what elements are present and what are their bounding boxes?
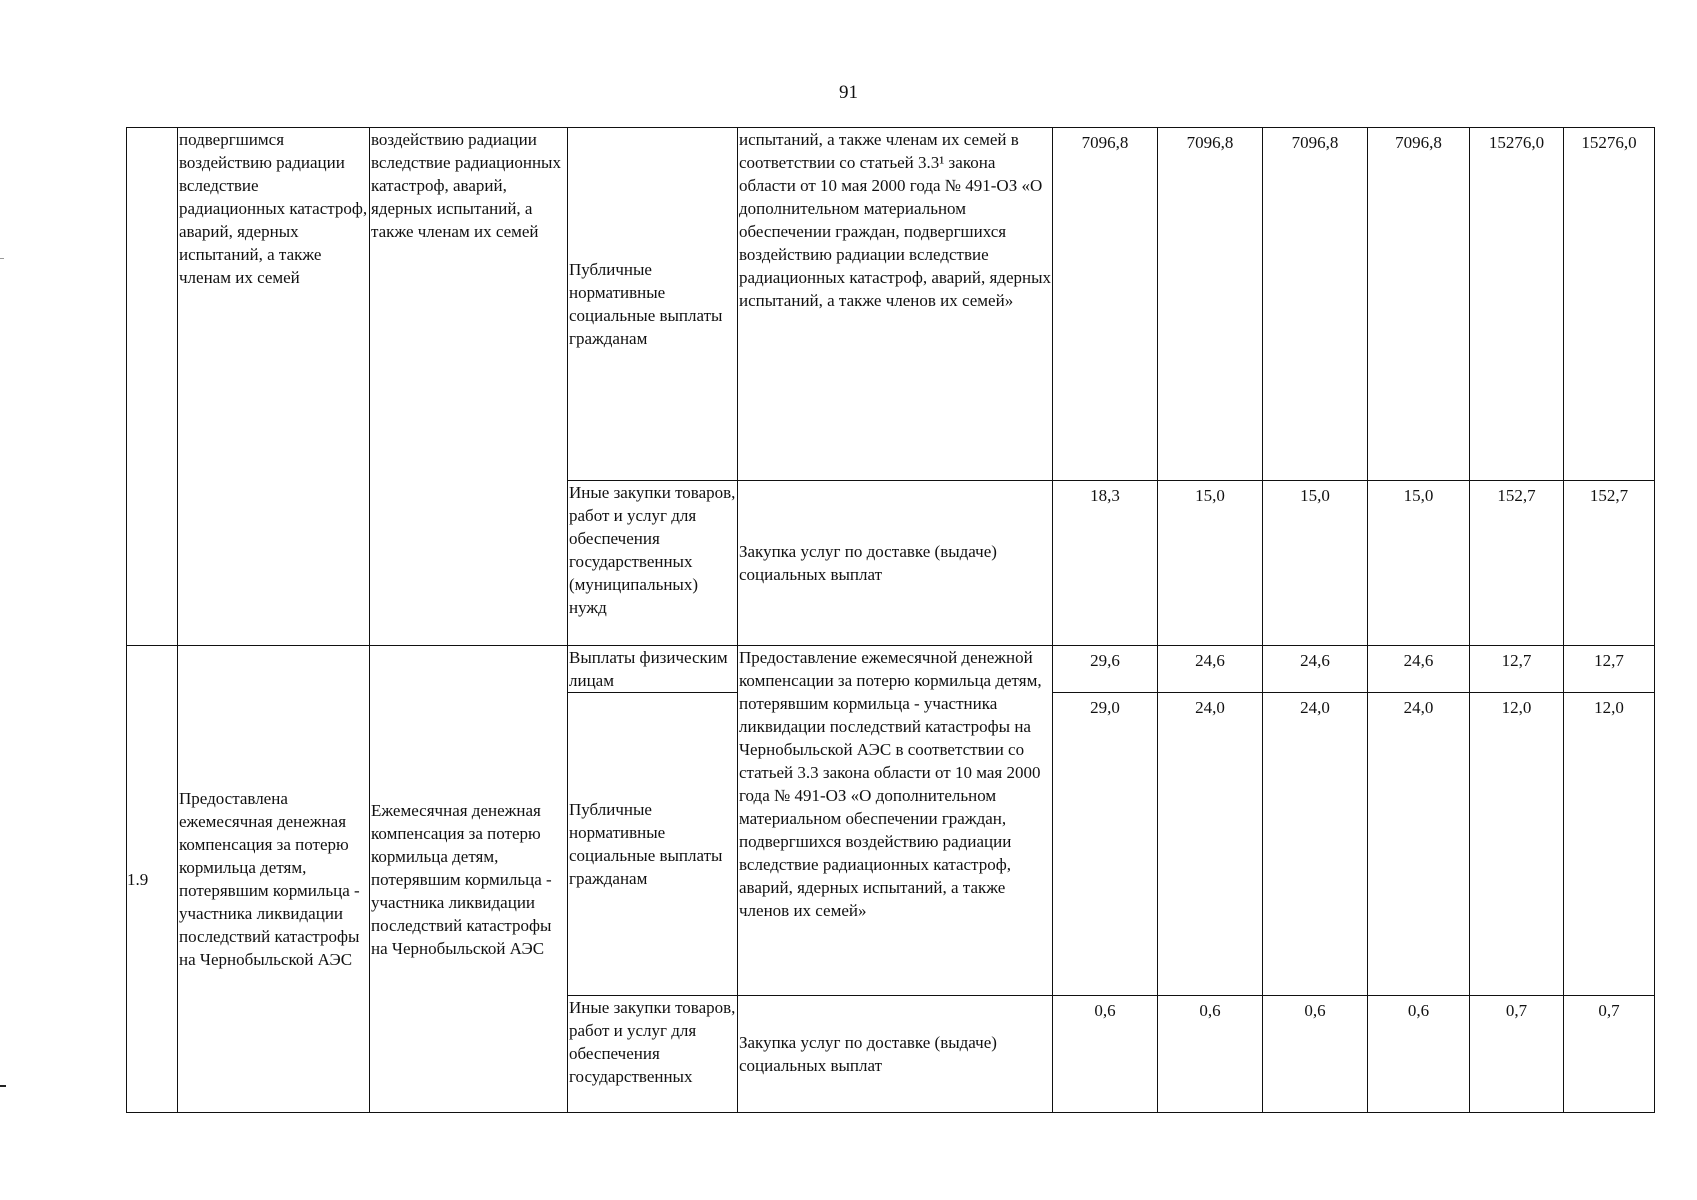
page-number: 91: [839, 82, 858, 103]
value-cell: 7096,8: [1158, 128, 1263, 481]
description-cell: испытаний, а также членам их семей в соответствии со статьей 3.3¹ закона области от 10 мая 2000 года № 491-ОЗ «О дополнительном материальном обеспечении граждан, подвергшихся воздействию радиации вследствие радиационных катастроф, аварий, ядерных испытаний, а также членов их семей»: [738, 128, 1053, 481]
program-table: [126, 127, 1655, 1113]
measure-cell: Ежемесячная денежная компенсация за потерю кормильца детям, потерявшим кормильца - участника ликвидации последствий катастрофы на Чернобыльской АЭС: [370, 646, 568, 1113]
value-cell: 29,0: [1053, 693, 1158, 996]
value-cell: 152,7: [1564, 481, 1655, 646]
value-cell: 24,0: [1368, 693, 1470, 996]
value-cell: 24,0: [1263, 693, 1368, 996]
value-cell: 24,6: [1368, 646, 1470, 693]
recipient-cell: подвергшимся воздействию радиации вследствие радиационных катастроф, аварий, ядерных испытаний, а также членам их семей: [178, 128, 370, 646]
index-cell: [127, 128, 178, 646]
value-cell: 15,0: [1158, 481, 1263, 646]
value-cell: 0,6: [1158, 996, 1263, 1113]
description-cell: Закупка услуг по доставке (выдаче) социальных выплат: [738, 481, 1053, 646]
value-cell: 29,6: [1053, 646, 1158, 693]
expense-type-cell: Публичные нормативные социальные выплаты гражданам: [568, 693, 738, 996]
table-row: [127, 128, 1655, 481]
value-cell: 12,0: [1470, 693, 1564, 996]
recipient-cell: Предоставлена ежемесячная денежная компенсация за потерю кормильца детям, потерявшим кормильца - участника ликвидации последствий катастрофы на Чернобыльской АЭС: [178, 646, 370, 1113]
value-cell: 7096,8: [1368, 128, 1470, 481]
value-cell: 0,6: [1053, 996, 1158, 1113]
value-cell: 12,7: [1470, 646, 1564, 693]
value-cell: 15,0: [1368, 481, 1470, 646]
value-cell: 24,6: [1263, 646, 1368, 693]
value-cell: 0,7: [1470, 996, 1564, 1113]
margin-mark: [0, 1085, 6, 1087]
value-cell: 0,7: [1564, 996, 1655, 1113]
value-cell: 0,6: [1263, 996, 1368, 1113]
value-cell: 7096,8: [1053, 128, 1158, 481]
expense-type-cell: Публичные нормативные социальные выплаты гражданам: [568, 128, 738, 481]
value-cell: 24,6: [1158, 646, 1263, 693]
description-cell: Закупка услуг по доставке (выдаче) социальных выплат: [738, 996, 1053, 1113]
value-cell: 12,0: [1564, 693, 1655, 996]
value-cell: 15,0: [1263, 481, 1368, 646]
margin-tick: [0, 258, 4, 259]
value-cell: 15276,0: [1470, 128, 1564, 481]
index-cell: 1.9: [127, 646, 178, 1113]
description-cell: Предоставление ежемесячной денежной компенсации за потерю кормильца детям, потерявшим кормильца - участника ликвидации последствий катастрофы на Чернобыльской АЭС в соответствии со статьей 3.3 закона области от 10 мая 2000 года № 491-ОЗ «О дополнительном материальном обеспечении граждан, подвергшихся воздействию радиации вследствие радиационных катастроф, аварий, ядерных испытаний, а также членов их семей»: [738, 646, 1053, 996]
value-cell: 0,6: [1368, 996, 1470, 1113]
table-row: [127, 646, 1655, 693]
value-cell: 15276,0: [1564, 128, 1655, 481]
value-cell: 18,3: [1053, 481, 1158, 646]
expense-type-cell: Иные закупки товаров, работ и услуг для обеспечения государственных: [568, 996, 738, 1113]
expense-type-cell: Выплаты физическим лицам: [568, 646, 738, 693]
value-cell: 152,7: [1470, 481, 1564, 646]
value-cell: 12,7: [1564, 646, 1655, 693]
value-cell: 7096,8: [1263, 128, 1368, 481]
measure-cell: воздействию радиации вследствие радиационных катастроф, аварий, ядерных испытаний, а также членам их семей: [370, 128, 568, 646]
expense-type-cell: Иные закупки товаров, работ и услуг для обеспечения государственных (муниципальных) нужд: [568, 481, 738, 646]
value-cell: 24,0: [1158, 693, 1263, 996]
